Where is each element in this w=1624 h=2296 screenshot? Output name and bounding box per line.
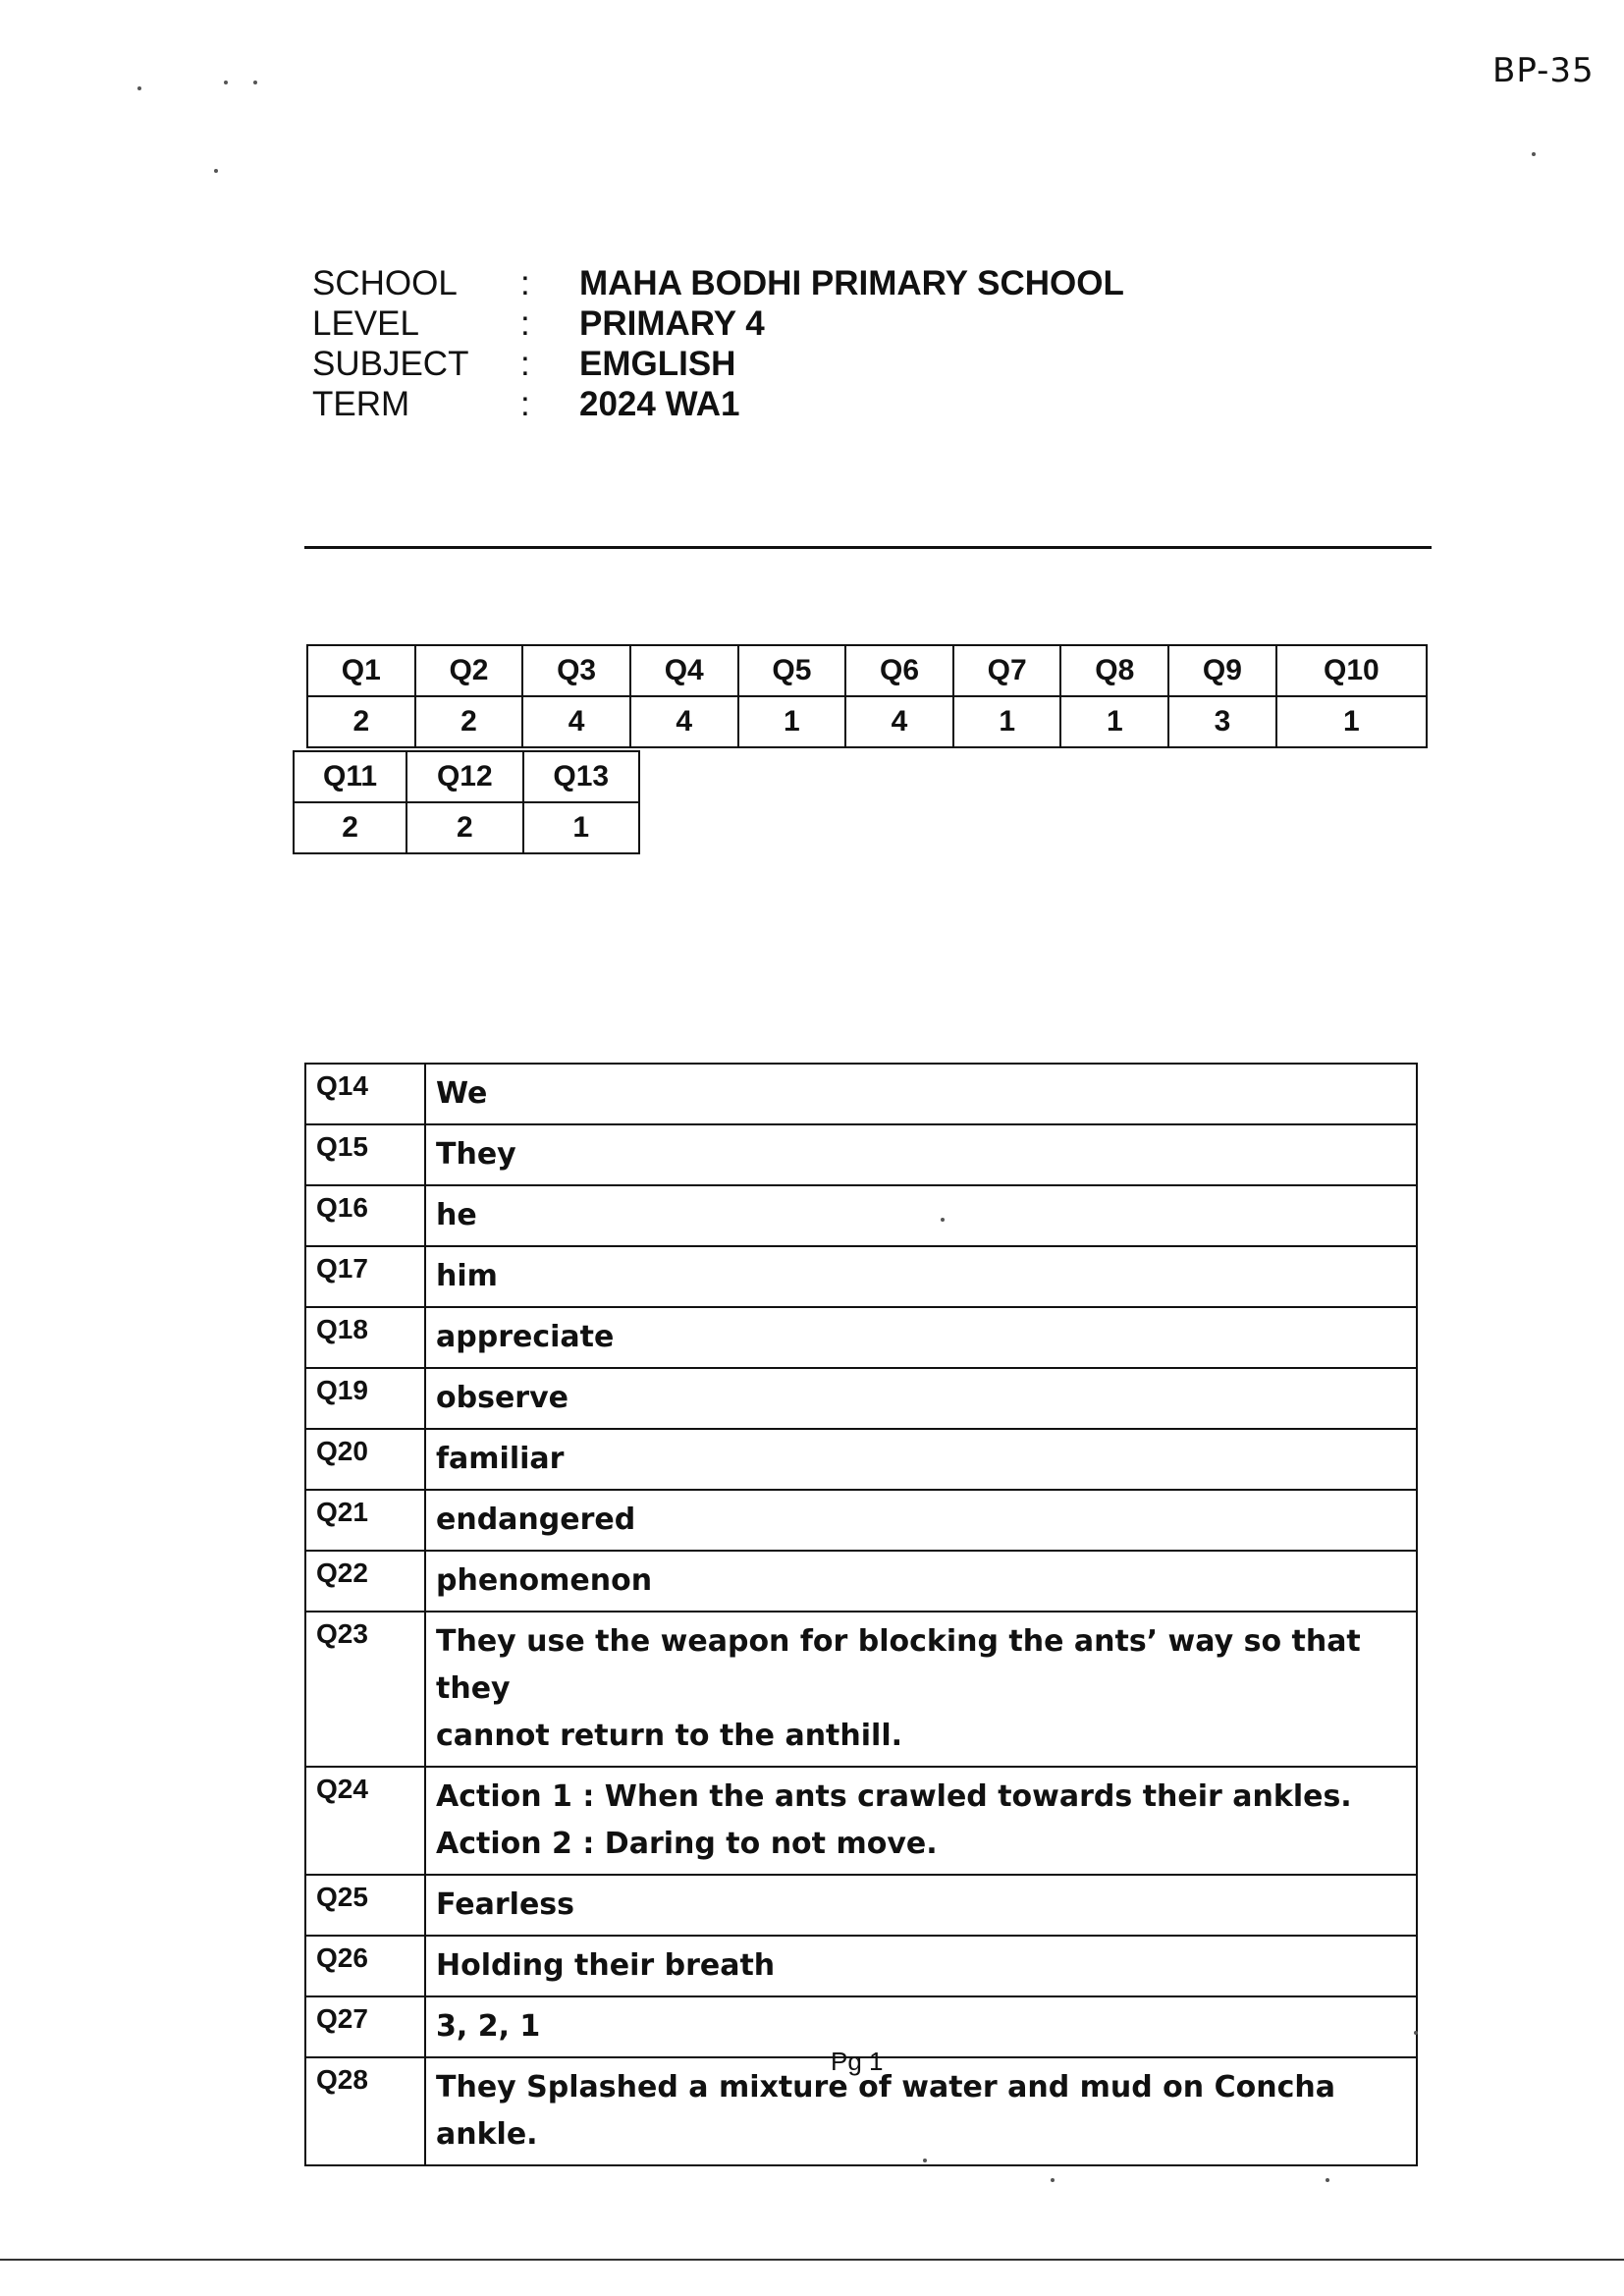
header-label: LEVEL [312, 304, 419, 343]
page-number: Pg 1 [831, 2047, 884, 2076]
question-number: Q26 [305, 1936, 425, 1996]
answer-text [425, 1875, 1417, 1936]
header-row [312, 384, 1124, 424]
answer-cell: 1 [523, 802, 639, 853]
answer-text [425, 1185, 1417, 1246]
table-row [305, 1124, 1417, 1185]
answer-line: 3, 2, 1 [436, 2009, 541, 2044]
question-number: Q9 [1168, 645, 1276, 696]
header-value: 2024 WA1 [579, 385, 740, 423]
document-code: BP-35 [1492, 51, 1595, 90]
answer-line: observe [436, 1381, 568, 1415]
question-number: Q16 [305, 1185, 425, 1246]
table-row [305, 1612, 1417, 1767]
table-row [305, 1185, 1417, 1246]
divider-line [304, 546, 1432, 549]
question-number: Q25 [305, 1875, 425, 1936]
table-row [305, 1551, 1417, 1612]
question-number: Q13 [523, 751, 639, 802]
answer-cell: 4 [845, 696, 953, 747]
question-number: Q14 [305, 1064, 425, 1124]
answer-line: We [436, 1076, 488, 1111]
header-colon: : [520, 304, 530, 343]
header-label: SCHOOL [312, 264, 458, 302]
table-row [305, 1064, 1417, 1124]
answer-text [425, 1429, 1417, 1490]
question-number: Q23 [305, 1612, 425, 1767]
mcq-answers-row-1 [306, 644, 1428, 748]
question-number: Q1 [307, 645, 415, 696]
answer-line: Action 1 : When the ants crawled towards their ankles. [436, 1779, 1352, 1814]
question-number: Q6 [845, 645, 953, 696]
header-colon: : [520, 345, 530, 383]
question-number: Q19 [305, 1368, 425, 1429]
answer-line: he [436, 1198, 477, 1232]
scan-speck [923, 2159, 927, 2162]
question-number: Q11 [294, 751, 406, 802]
question-number: Q3 [522, 645, 630, 696]
answer-line: endangered [436, 1503, 636, 1537]
question-number: Q5 [738, 645, 846, 696]
answer-text [425, 1936, 1417, 1996]
scan-speck [253, 81, 257, 84]
question-number: Q7 [953, 645, 1061, 696]
question-number: Q27 [305, 1996, 425, 2057]
mcq-answers-row-2 [293, 750, 640, 854]
answer-text [425, 2057, 1417, 2165]
answer-text [425, 1767, 1417, 1875]
answer-text [425, 1612, 1417, 1767]
header-row [312, 263, 1124, 303]
scan-speck [1532, 152, 1536, 156]
question-number: Q21 [305, 1490, 425, 1551]
table-row [305, 1767, 1417, 1875]
table-row [305, 1875, 1417, 1936]
scan-speck [214, 169, 218, 173]
answer-line: They Splashed a mixture of water and mud on Concha ankle. [436, 2070, 1335, 2152]
answer-line: Holding their breath [436, 1948, 776, 1983]
table-row [305, 1936, 1417, 1996]
open-ended-answers-table [304, 1063, 1418, 2166]
question-number: Q28 [305, 2057, 425, 2165]
question-number: Q2 [415, 645, 523, 696]
answer-cell: 1 [953, 696, 1061, 747]
table-row [305, 1429, 1417, 1490]
table-row [305, 1368, 1417, 1429]
answer-cell: 1 [1060, 696, 1168, 747]
header-value: MAHA BODHI PRIMARY SCHOOL [579, 264, 1124, 302]
scan-speck [1414, 2031, 1418, 2035]
answer-line: They [436, 1137, 516, 1172]
header-colon: : [520, 385, 530, 423]
answer-cell: 2 [307, 696, 415, 747]
scan-speck [1051, 2178, 1055, 2182]
scan-speck [137, 86, 141, 90]
answer-cell: 1 [1276, 696, 1427, 747]
table-row [305, 1246, 1417, 1307]
header-row [312, 303, 1124, 344]
scan-speck [224, 81, 228, 84]
header-label: TERM [312, 385, 410, 423]
header-row [312, 344, 1124, 384]
answer-line: cannot return to the anthill. [436, 1719, 903, 1753]
answer-text [425, 1124, 1417, 1185]
scan-speck [1326, 2178, 1329, 2182]
header-value: EMGLISH [579, 345, 736, 383]
scan-edge-line [0, 2259, 1624, 2261]
answer-cell: 1 [738, 696, 846, 747]
table-row [305, 1307, 1417, 1368]
question-number: Q8 [1060, 645, 1168, 696]
question-number: Q12 [406, 751, 522, 802]
question-number: Q20 [305, 1429, 425, 1490]
answer-cell: 2 [415, 696, 523, 747]
answer-line: Fearless [436, 1887, 575, 1922]
table-row [305, 1490, 1417, 1551]
answer-line: familiar [436, 1442, 565, 1476]
scan-speck [941, 1218, 945, 1222]
question-number: Q18 [305, 1307, 425, 1368]
answer-cell: 3 [1168, 696, 1276, 747]
answer-cell: 4 [630, 696, 738, 747]
answer-text [425, 1368, 1417, 1429]
answer-text [425, 1307, 1417, 1368]
answer-line: appreciate [436, 1320, 615, 1354]
question-number: Q22 [305, 1551, 425, 1612]
question-number: Q4 [630, 645, 738, 696]
question-number: Q24 [305, 1767, 425, 1875]
answer-text [425, 1246, 1417, 1307]
question-number: Q10 [1276, 645, 1427, 696]
answer-text [425, 1064, 1417, 1124]
header-value: PRIMARY 4 [579, 304, 765, 343]
header-info [312, 263, 1124, 424]
answer-line: him [436, 1259, 498, 1293]
answer-line: phenomenon [436, 1563, 653, 1598]
header-colon: : [520, 264, 530, 302]
question-number: Q17 [305, 1246, 425, 1307]
answer-line: They use the weapon for blocking the ants’ way so that they [436, 1624, 1361, 1706]
answer-line: Action 2 : Daring to not move. [436, 1827, 938, 1861]
answer-cell: 4 [522, 696, 630, 747]
answer-text [425, 1490, 1417, 1551]
answer-text [425, 1996, 1417, 2057]
answer-text [425, 1551, 1417, 1612]
question-number: Q15 [305, 1124, 425, 1185]
header-label: SUBJECT [312, 345, 469, 383]
answer-cell: 2 [406, 802, 522, 853]
answer-cell: 2 [294, 802, 406, 853]
